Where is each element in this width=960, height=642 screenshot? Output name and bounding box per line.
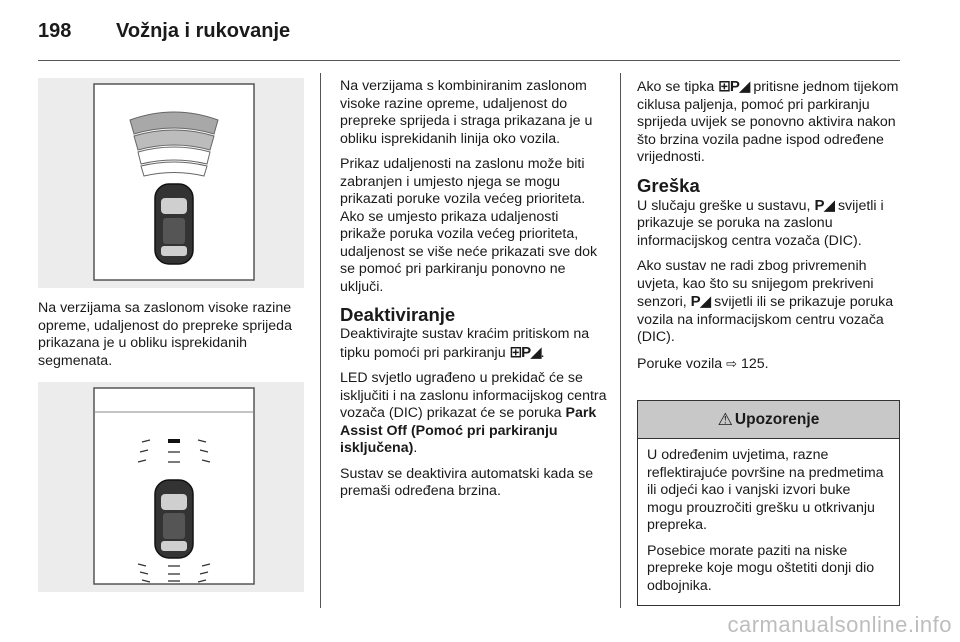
warning-paragraph: Posebice morate paziti na niske prepreke koje mogu oštetiti donji dio odbojnika. bbox=[647, 542, 875, 594]
warning-paragraph: U određenim uvjetima, razne reflektirajuće površine na predmetima ili odjeći kao i vanjski izvori buke mogu prouzročiti grešku u otkrivanju prepreka. bbox=[647, 447, 884, 533]
display-front-segments-graphic bbox=[38, 78, 304, 288]
paragraph: Ako se tipka ⊞P◢ pritisne jednom tijekom ciklusa paljenja, pomoć pri parkiranju sprijeda uvijek se ponovno aktivira nakon što brzina vozila padne ispod određene vrijednosti. bbox=[637, 78, 899, 165]
warning-title: Upozorenje bbox=[734, 410, 820, 428]
watermark: carmanualsonline.info bbox=[727, 612, 952, 637]
column-2 bbox=[340, 78, 608, 509]
paragraph: U slučaju greške u sustavu, P◢ svijetli i prikazuje se poruka na zaslonu informacijskog centra vozača (DIC). bbox=[637, 196, 884, 249]
park-assist-symbol-icon: P◢ bbox=[814, 196, 834, 214]
section-heading-deactivation: Deaktiviranje bbox=[340, 304, 456, 325]
illustration-front-segments bbox=[38, 78, 304, 288]
column-divider-1 bbox=[320, 73, 321, 608]
column-divider-2 bbox=[620, 73, 621, 608]
paragraph: Sustav se deaktivira automatski kada se premaši određena brzina. bbox=[340, 465, 594, 499]
park-assist-button-icon: ⊞P◢ bbox=[509, 343, 541, 361]
paragraph: LED svjetlo ugrađeno u prekidač će se isključiti i na zaslonu informacijskog centra vozača (DIC) prikazat će se poruka Park Assist Off (Pomoć pri parkiranju isključena). bbox=[340, 370, 607, 456]
warning-triangle-icon: ⚠ bbox=[717, 409, 733, 429]
illustration-front-rear-dashed bbox=[38, 382, 304, 592]
park-assist-symbol-icon: P◢ bbox=[690, 293, 711, 310]
column-3 bbox=[637, 78, 907, 381]
page-reference-link[interactable]: 125 bbox=[740, 355, 765, 372]
paragraph: Na verzijama s kombiniranim zaslonom visoke razine opreme, udaljenost do prepreke sprijeda i straga prikazana je u obliku isprekidanih linija oko vozila. bbox=[340, 78, 593, 147]
warning-header bbox=[638, 401, 899, 439]
paragraph: Poruke vozila ⇨ 125. bbox=[637, 355, 769, 372]
page-number: 198 bbox=[38, 20, 72, 42]
chapter-title: Vožnja i rukovanje bbox=[116, 20, 291, 42]
park-assist-button-icon: ⊞P◢ bbox=[718, 78, 750, 95]
warning-body bbox=[638, 439, 899, 595]
display-dashed-lines-graphic bbox=[38, 382, 304, 592]
section-heading-error: Greška bbox=[637, 174, 700, 196]
paragraph: Prikaz udaljenosti na zaslonu može biti zabranjen i umjesto njega se mogu prikazati poruke vozila većeg prioriteta. Ako se umjesto prikaza udaljenosti prikaže poruka vozila većeg prioriteta, udaljenost se više neće prikazati sve dok se pomoć pri parkiranju ponovno ne uključi. bbox=[340, 156, 598, 295]
header-divider bbox=[38, 60, 900, 61]
warning-box bbox=[637, 400, 900, 606]
page-reference-arrow-icon: ⇨ bbox=[726, 355, 738, 371]
page-header bbox=[38, 20, 290, 50]
paragraph: Deaktivirajte sustav kraćim pritiskom na tipku pomoći pri parkiranju ⊞P◢. bbox=[340, 326, 590, 361]
park-assist-off-message: Park Assist Off (Pomoć pri parkiranju isključena) bbox=[340, 405, 597, 456]
paragraph: Ako sustav ne radi zbog privremenih uvjeta, kao što su snijegom prekriveni senzori, P◢ svijetli ili se prikazuje poruka vozila na informacijskom centru vozača (DIC). bbox=[637, 258, 894, 345]
illustration-caption: Na verzijama sa zaslonom visoke razine opreme, udaljenost do prepreke sprijeda prikazana je u obliku isprekidanih segmenata. bbox=[38, 300, 292, 369]
